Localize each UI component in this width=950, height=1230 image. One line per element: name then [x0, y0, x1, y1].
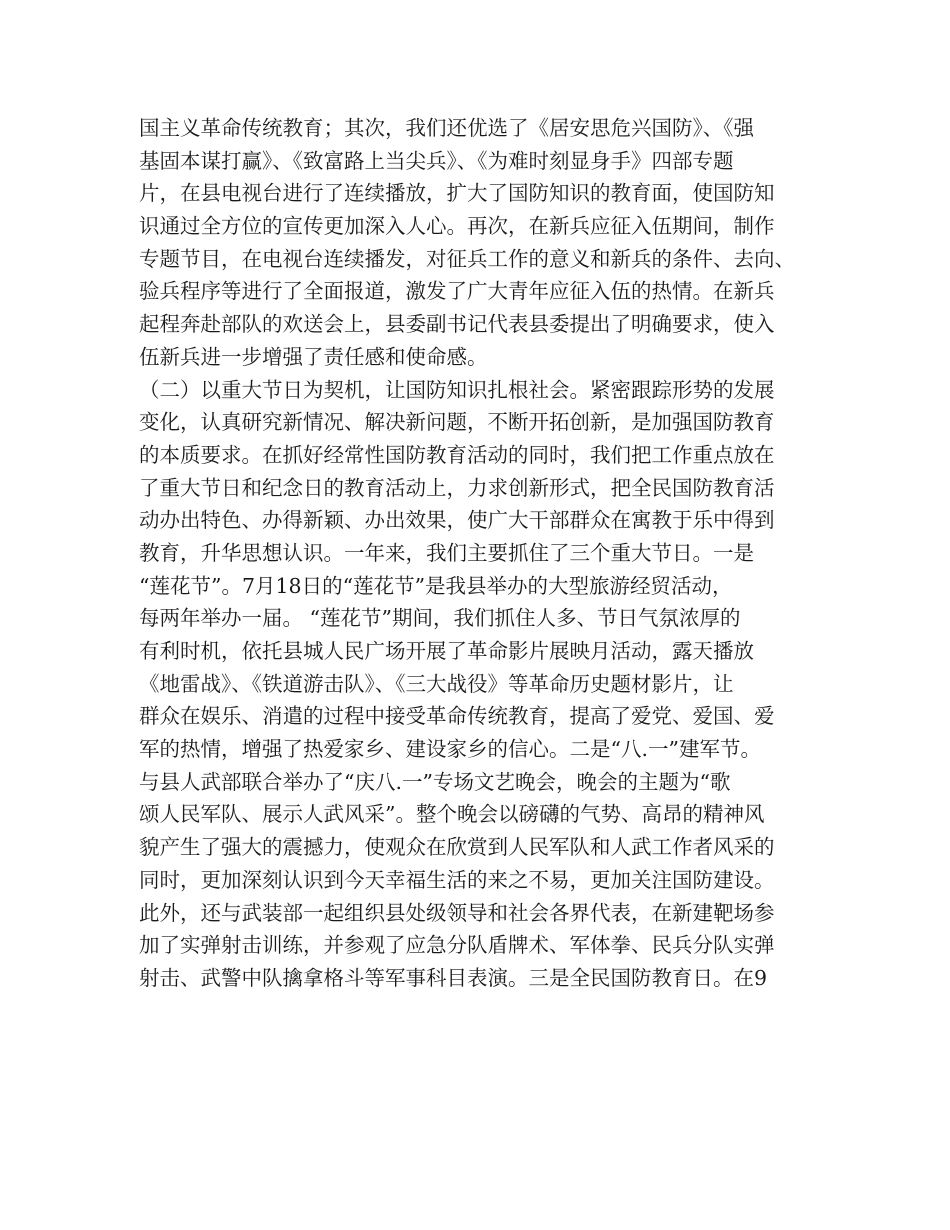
text-line: 片，在县电视台进行了连续播放，扩大了国防知识的教育面，使国防知: [139, 181, 775, 206]
text-line: 同时，更加深刻认识到今天幸福生活的来之不易，更加关注国防建设。: [139, 867, 775, 892]
text-line: 专题节目，在电视台连续播发，对征兵工作的意义和新兵的条件、去向、: [139, 246, 795, 271]
text-line: 验兵程序等进行了全面报道，激发了广大青年应征入伍的热情。在新兵: [139, 279, 775, 304]
text-line: 射击、武警中队擒拿格斗等军事科目表演。三是全民国防教育日。在9: [139, 965, 768, 990]
text-line: 识通过全方位的宣传更加深入人心。再次，在新兵应征入伍期间，制作: [139, 214, 775, 239]
text-line: 加了实弹射击训练，并参观了应急分队盾牌术、军体拳、民兵分队实弹: [139, 933, 775, 958]
text-line: 伍新兵进一步增强了责任感和使命感。: [139, 344, 488, 369]
text-line: 起程奔赴部队的欢送会上，县委副书记代表县委提出了明确要求，使入: [139, 312, 775, 337]
text-line: 军的热情，增强了热爱家乡、建设家乡的信心。二是“八.一”建军节。: [139, 737, 761, 762]
text-line: 变化，认真研究新情况、解决新问题，不断开拓创新，是加强国防教育: [139, 410, 775, 435]
text-line: 每两年举办一届。 “莲花节”期间，我们抓住人多、节日气氛浓厚的: [139, 606, 741, 631]
text-line: 国主义革命传统教育；其次，我们还优选了《居安思危兴国防》、《强: [139, 116, 754, 140]
text-line: （二）以重大节日为契机，让国防知识扎根社会。紧密跟踪形势的发展: [139, 377, 775, 402]
text-line: 貌产生了强大的震撼力，使观众在欣赏到人民军队和人武工作者风采的: [139, 835, 775, 860]
text-line: 与县人武部联合举办了“庆八.一”专场文艺晚会，晚会的主题为“歌: [139, 769, 731, 794]
text-line: “莲花节”。7月18日的“莲花节”是我县举办的大型旅游经贸活动，: [139, 573, 733, 598]
body-text: [139, 112, 829, 995]
text-line: 教育，升华思想认识。一年来，我们主要抓住了三个重大节日。一是: [139, 540, 754, 565]
text-line: 此外，还与武装部一起组织县处级领导和社会各界代表，在新建靶场参: [139, 900, 775, 925]
text-line: 的本质要求。在抓好经常性国防教育活动的同时，我们把工作重点放在: [139, 442, 775, 467]
text-line: 《地雷战》、《铁道游击队》、《三大战役》等革命历史题材影片，让: [139, 671, 734, 696]
text-line: 动办出特色、办得新颖、办出效果，使广大干部群众在寓教于乐中得到: [139, 508, 775, 533]
text-line: 基固本谋打赢》、《致富路上当尖兵》、《为难时刻显身手》四部专题: [139, 148, 734, 173]
text-line: 有利时机，依托县城人民广场开展了革命影片展映月活动，露天播放: [139, 639, 754, 663]
text-line: 了重大节日和纪念日的教育活动上，力求创新形式，把全民国防教育活: [139, 475, 775, 500]
text-line: 颂人民军队、展示人武风采”。整个晚会以磅礴的气势、高昂的精神风: [139, 802, 765, 827]
text-line: 群众在娱乐、消遣的过程中接受革命传统教育，提高了爱党、爱国、爱: [139, 704, 775, 729]
